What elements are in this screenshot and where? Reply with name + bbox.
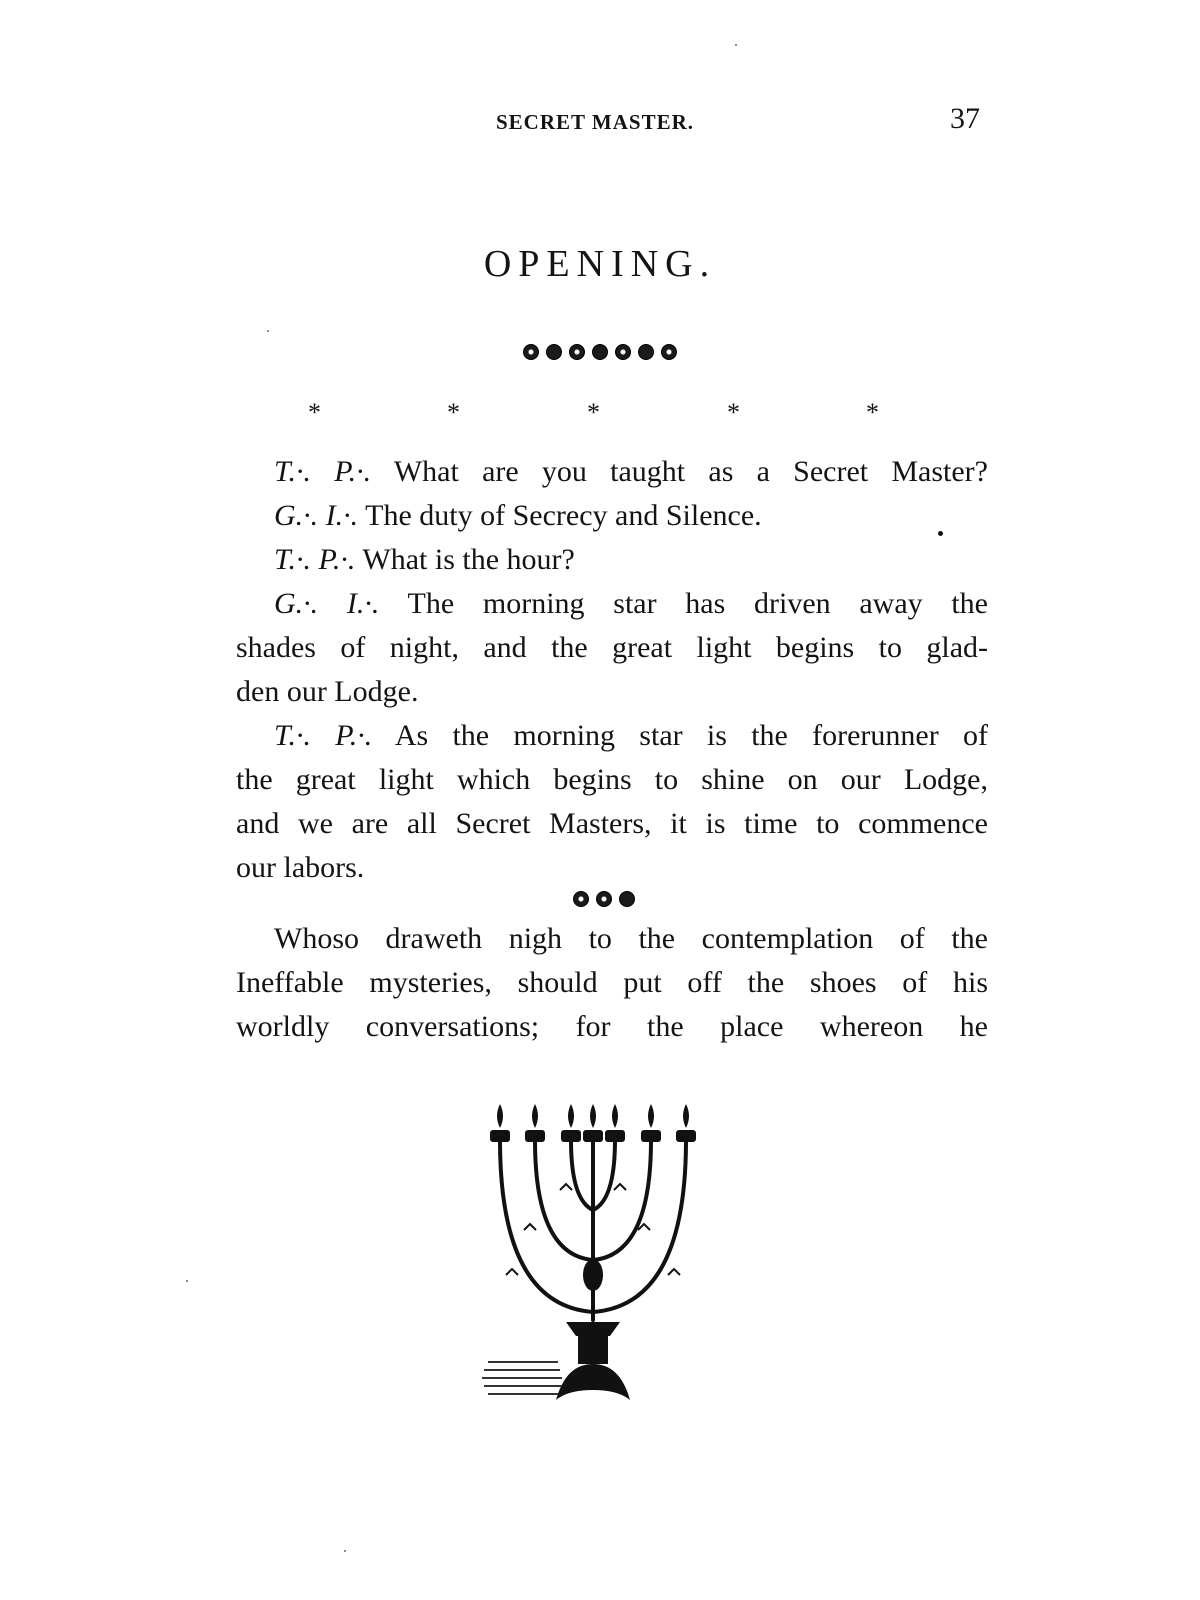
passage-line: worldly conversations; for the place whereon he [236, 1010, 988, 1043]
knock-dot [546, 344, 562, 360]
page-number: 37 [950, 102, 980, 135]
knock-dot [573, 891, 589, 907]
knock-dot [523, 344, 539, 360]
knock-dot [596, 891, 612, 907]
running-head: SECRET MASTER. [496, 110, 694, 134]
asterisk-ornament: * [587, 398, 600, 427]
dialogue-block [236, 450, 988, 890]
speaker-abbrev: T.·. P.·. [274, 455, 372, 488]
knock-dot [592, 344, 608, 360]
asterisk-ornament: * [866, 398, 879, 427]
asterisk-ornament: * [308, 398, 321, 427]
speaker-abbrev: G.·. I.·. [274, 587, 380, 620]
print-speck [267, 330, 269, 332]
knock-dot [638, 344, 654, 360]
dialogue-line: den our Lodge. [236, 675, 419, 708]
passage-line: Ineffable mysteries, should put off the shoes of his [236, 966, 988, 999]
dialogue-line: T.·. P.·. What are you taught as a Secret Master? [274, 455, 988, 488]
dialogue-line: shades of night, and the great light begins to glad- [236, 631, 988, 664]
dialogue-line: T.·. P.·. What is the hour? [274, 543, 575, 576]
dialogue-line: the great light which begins to shine on our Lodge, [236, 763, 988, 796]
knock-dot [569, 344, 585, 360]
dialogue-line: G.·. I.·. The morning star has driven away the [274, 587, 988, 620]
print-speck [186, 1280, 188, 1282]
section-title: OPENING. [483, 243, 717, 285]
speaker-abbrev: T.·. P.·. [274, 543, 356, 576]
dialogue-line: T.·. P.·. As the morning star is the forerunner of [274, 719, 988, 752]
asterisk-ornament: * [447, 398, 460, 427]
knock-dot [619, 891, 635, 907]
asterisk-ornament: * [727, 398, 740, 427]
knocks-bottom [573, 891, 635, 907]
print-speck [735, 44, 737, 46]
menorah-icon [478, 1100, 708, 1440]
dialogue-line: and we are all Secret Masters, it is time to commence [236, 807, 988, 840]
knock-dot [661, 344, 677, 360]
knock-dot [615, 344, 631, 360]
dialogue-line: G.·. I.·. The duty of Secrecy and Silence. [274, 499, 762, 532]
passage-line: Whoso draweth nigh to the contemplation of the [274, 922, 988, 955]
dialogue-line: our labors. [236, 851, 365, 884]
knocks-top [523, 344, 677, 360]
print-speck [344, 1550, 346, 1552]
passage-block [236, 917, 988, 1049]
speaker-abbrev: G.·. I.·. [274, 499, 359, 532]
speaker-abbrev: T.·. P.·. [274, 719, 373, 752]
